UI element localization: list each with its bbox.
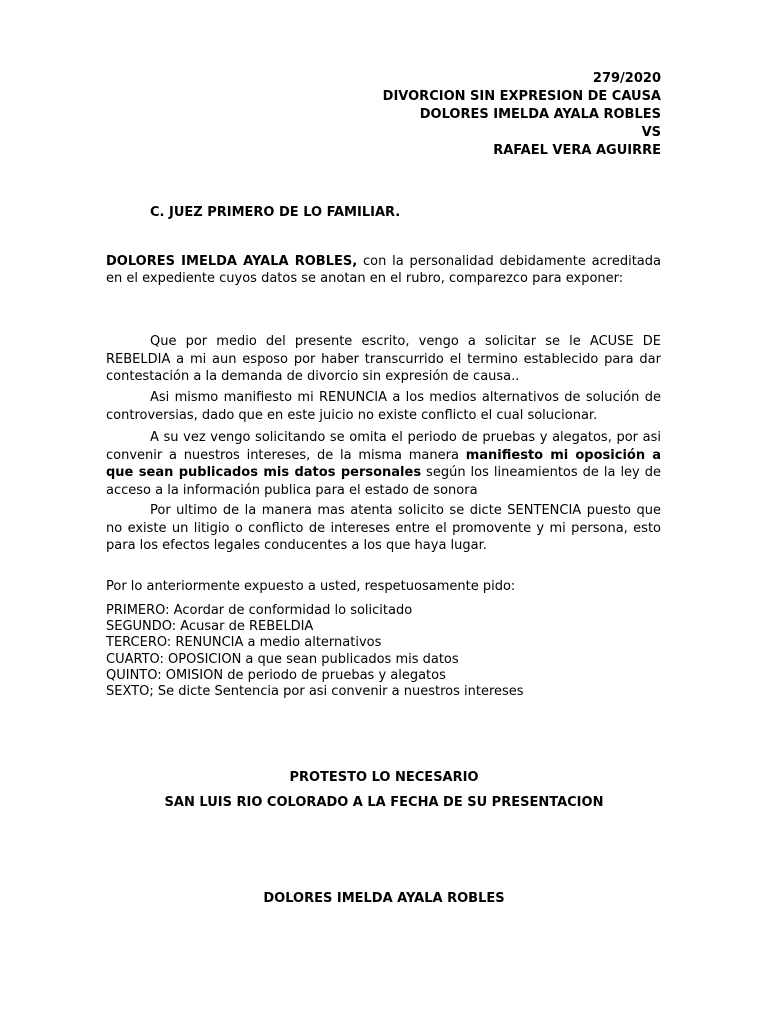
intro-text: con la personalidad debidamente acreditada en el expediente cuyos datos se anotan en el rubro, comparezco para exponer: (106, 254, 661, 286)
defendant-name: RAFAEL VERA AGUIRRE (493, 143, 661, 158)
case-header (383, 70, 661, 160)
paragraph-pruebas (106, 429, 661, 499)
paragraph-rebeldia: Que por medio del presente escrito, vengo a solicitar se le ACUSE DE REBELDIA a mi aun esposo por haber transcurrido el termino establecido para dar contestación a la demanda de divorcio sin expresión de causa.. (106, 334, 661, 384)
paragraph-pruebas-before: A su vez vengo solicitando se omita el periodo de pruebas y alegatos, por asi convenir a nuestros intereses, de la misma manera (106, 430, 661, 463)
request-item: QUINTO: OMISION de periodo de pruebas y alegatos (106, 667, 446, 683)
request-item: PRIMERO: Acordar de conformidad lo solicitado (106, 603, 413, 618)
paragraph-pruebas-after: según los lineamientos de la ley de acceso a la información publica para el estado de sonora (106, 465, 661, 498)
request-list (106, 603, 524, 700)
request-item: SEGUNDO: Acusar de REBELDIA (106, 619, 314, 635)
paragraph-sentencia: Por ultimo de la manera mas atenta solicito se dicte SENTENCIA puesto que no existe un litigio o conflicto de intereses entre el promovente y mi persona, esto para los efectos legales conducentes a los que haya lugar. (106, 503, 661, 553)
request-item: SEXTO; Se dicte Sentencia por asi convenir a nuestros intereses (106, 684, 524, 700)
intro-paragraph (106, 253, 661, 287)
protest-line: PROTESTO LO NECESARIO (289, 770, 479, 785)
plaintiff-name: DOLORES IMELDA AYALA ROBLES (419, 107, 661, 122)
place-date-line: SAN LUIS RIO COLORADO A LA FECHA DE SU PRESENTACION (164, 795, 604, 810)
case-number: 279/2020 (592, 71, 661, 86)
versus-label: VS (641, 125, 661, 140)
request-item: TERCERO: RENUNCIA a medio alternativos (106, 635, 382, 651)
signature-name: DOLORES IMELDA AYALA ROBLES (263, 891, 505, 906)
intro-name: DOLORES IMELDA AYALA ROBLES, (106, 254, 358, 269)
paragraph-pruebas-bold: manifiesto mi oposición a que sean publicados mis datos personales (106, 447, 662, 480)
request-intro: Por lo anteriormente expuesto a usted, respetuosamente pido: (106, 579, 516, 594)
addressee: C. JUEZ PRIMERO DE LO FAMILIAR. (150, 205, 401, 220)
case-type: DIVORCION SIN EXPRESION DE CAUSA (382, 89, 661, 104)
paragraph-renuncia: Asi mismo manifiesto mi RENUNCIA a los medios alternativos de solución de controversias, dado que en este juicio no existe conflicto el cual solucionar. (106, 390, 661, 423)
request-item: CUARTO: OPOSICION a que sean publicados mis datos (106, 651, 459, 667)
